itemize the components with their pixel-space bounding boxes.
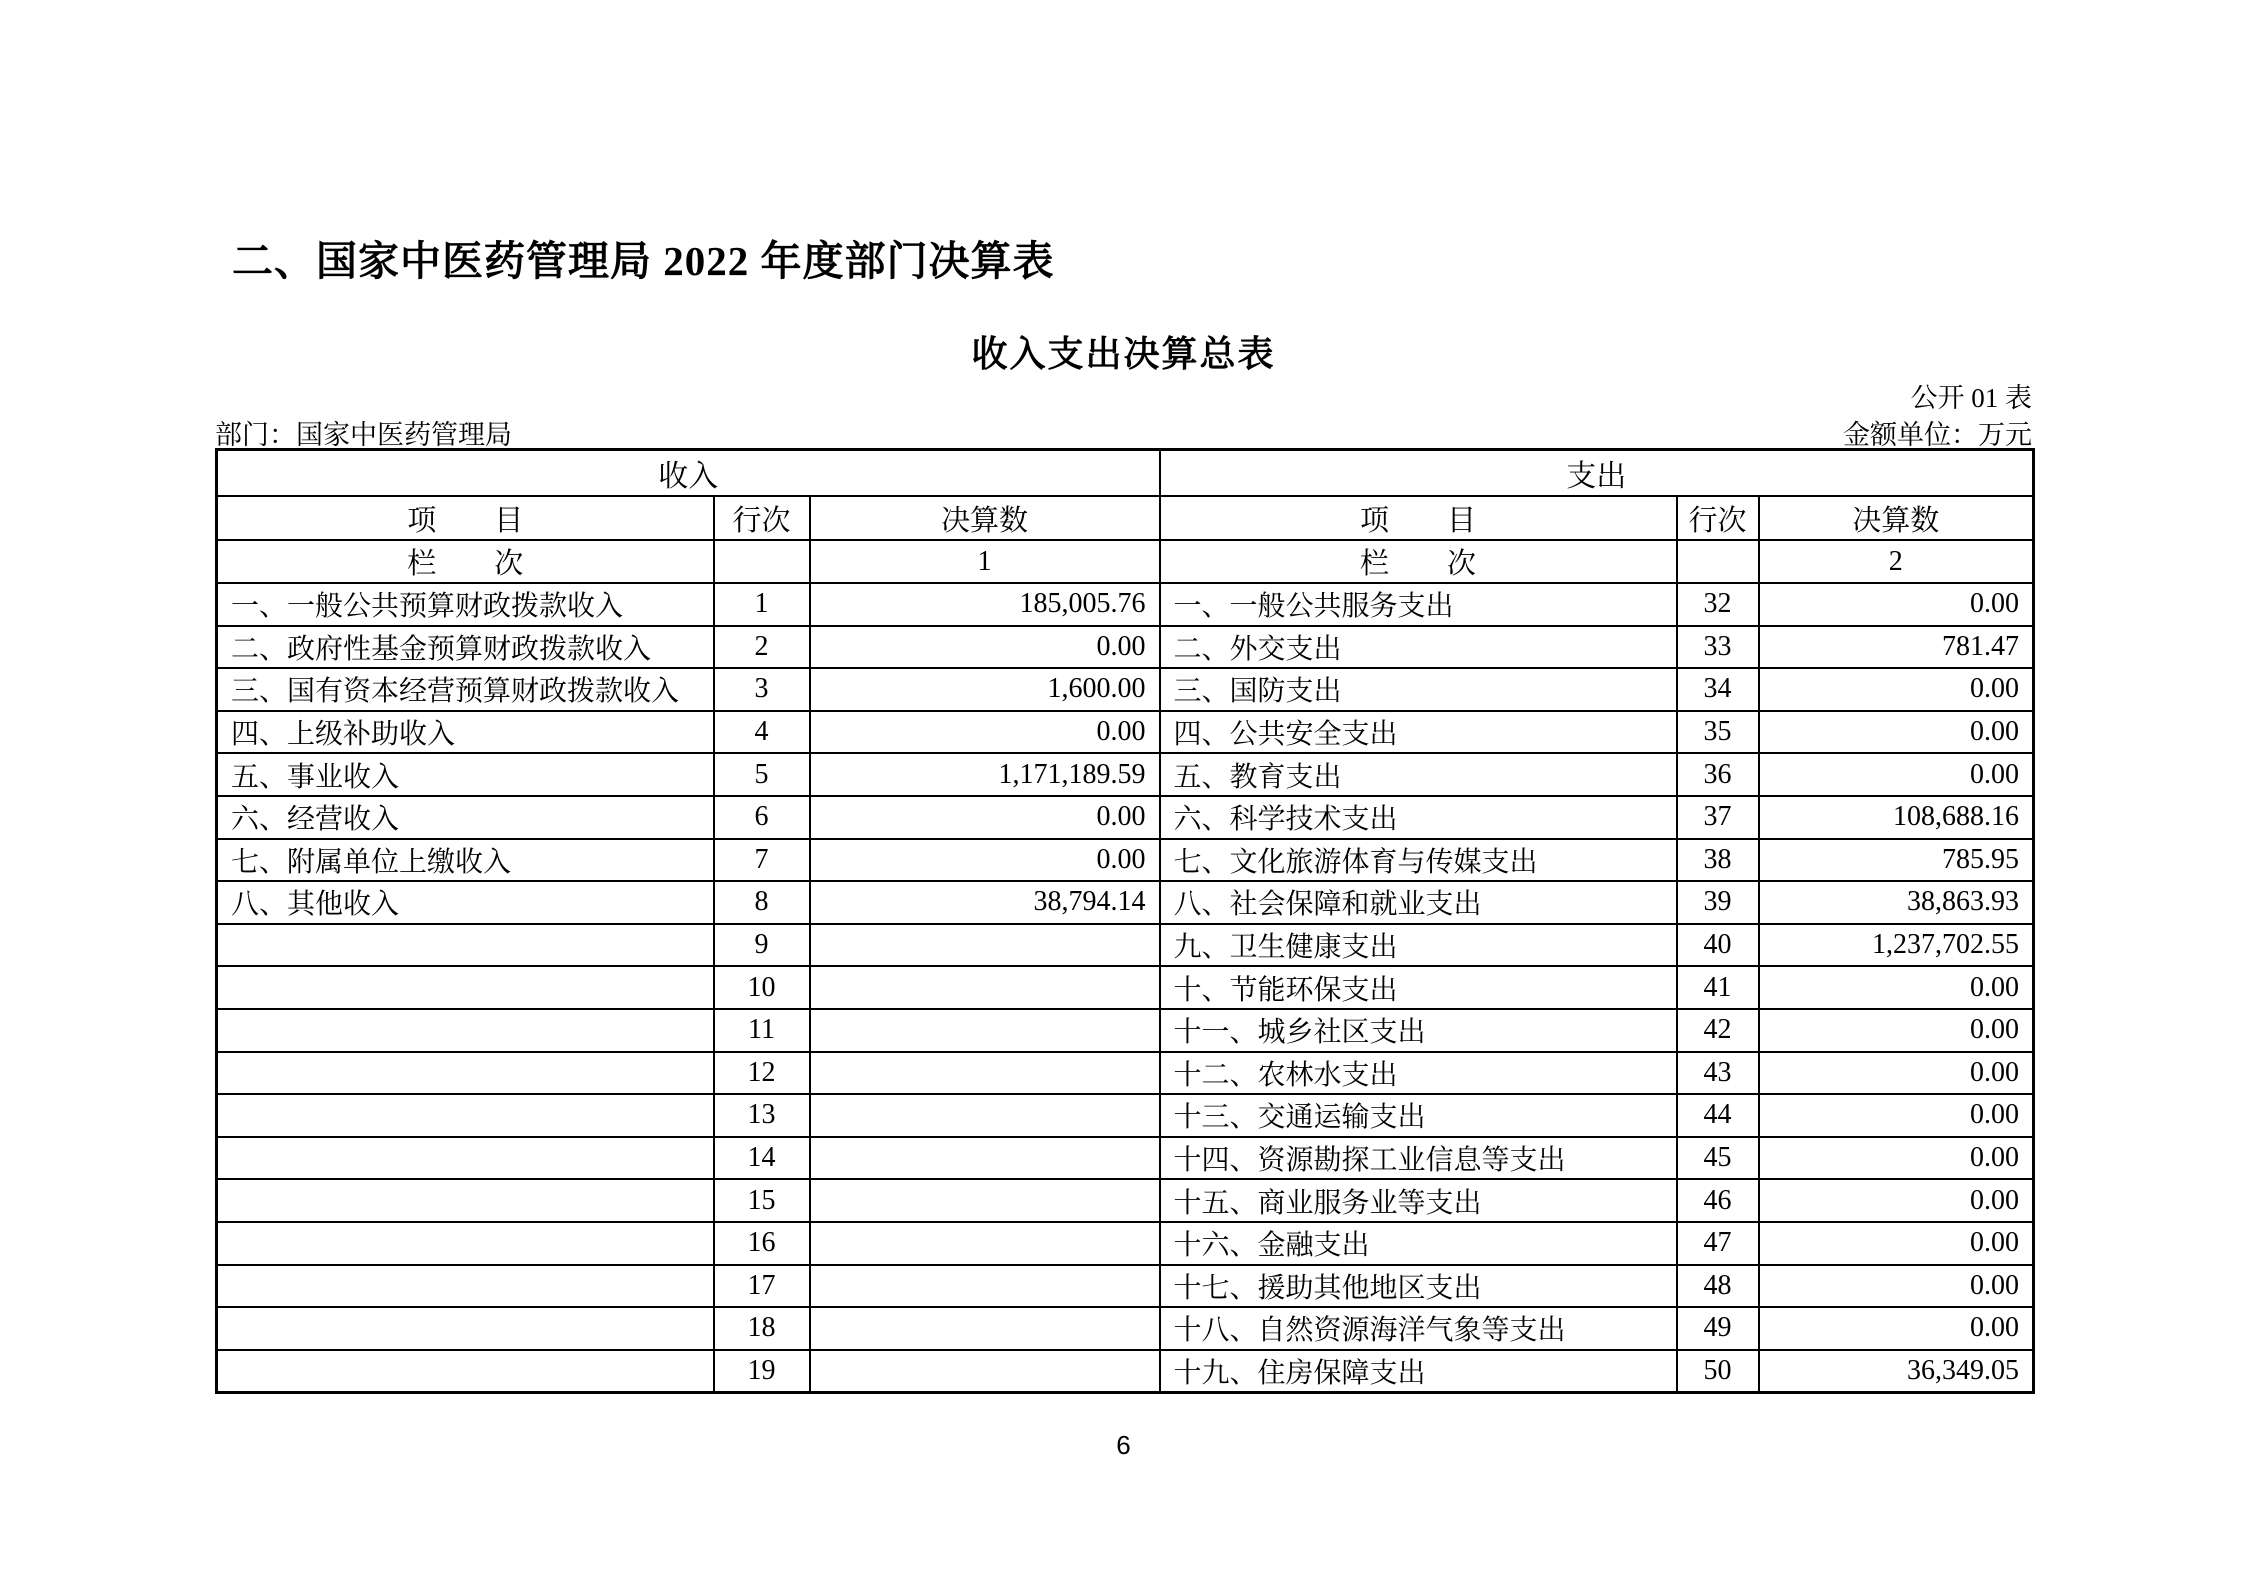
expense-line-no: 50	[1677, 1350, 1759, 1393]
income-amount	[810, 1137, 1160, 1180]
expense-line-no: 38	[1677, 839, 1759, 882]
table-row	[217, 796, 2034, 839]
expense-line-header: 行次	[1677, 496, 1759, 540]
expense-item: 三、国防支出	[1160, 668, 1677, 711]
income-amount: 1,171,189.59	[810, 753, 1160, 796]
table-row	[217, 1094, 2034, 1137]
table-row	[217, 1307, 2034, 1350]
expense-item: 五、教育支出	[1160, 753, 1677, 796]
expense-line-no: 37	[1677, 796, 1759, 839]
income-item	[217, 1222, 714, 1265]
expense-item: 六、科学技术支出	[1160, 796, 1677, 839]
expense-amount: 0.00	[1759, 753, 2034, 796]
income-line-no: 17	[714, 1265, 810, 1308]
expense-line-no: 43	[1677, 1052, 1759, 1095]
expense-line-no: 46	[1677, 1179, 1759, 1222]
expense-amount: 38,863.93	[1759, 881, 2034, 924]
income-item: 五、事业收入	[217, 753, 714, 796]
table-row	[217, 753, 2034, 796]
expense-line-no: 42	[1677, 1009, 1759, 1052]
expense-item: 一、一般公共服务支出	[1160, 583, 1677, 626]
income-amount	[810, 1009, 1160, 1052]
expense-amount: 0.00	[1759, 1094, 2034, 1137]
income-col-index: 1	[810, 540, 1160, 583]
table-row	[217, 1052, 2034, 1095]
expense-amount: 0.00	[1759, 668, 2034, 711]
income-amount: 0.00	[810, 839, 1160, 882]
income-item: 六、经营收入	[217, 796, 714, 839]
income-line-no: 3	[714, 668, 810, 711]
income-amount: 0.00	[810, 626, 1160, 669]
expense-amount: 0.00	[1759, 1265, 2034, 1308]
column-header-row	[217, 496, 2034, 540]
table-row	[217, 626, 2034, 669]
table-code: 公开 01 表	[1910, 383, 2032, 413]
expense-item: 九、卫生健康支出	[1160, 924, 1677, 967]
income-amount	[810, 1265, 1160, 1308]
expense-section-header: 支出	[1160, 450, 2034, 497]
income-item	[217, 1179, 714, 1222]
expense-line-no: 48	[1677, 1265, 1759, 1308]
income-line-no: 1	[714, 583, 810, 626]
table-row	[217, 966, 2034, 1009]
income-item	[217, 1307, 714, 1350]
unit-label: 金额单位：万元	[1843, 420, 2032, 450]
expense-line-no: 35	[1677, 711, 1759, 754]
expense-item: 十四、资源勘探工业信息等支出	[1160, 1137, 1677, 1180]
table-row	[217, 881, 2034, 924]
income-item	[217, 1009, 714, 1052]
income-item: 八、其他收入	[217, 881, 714, 924]
income-lanci-label: 栏 次	[217, 540, 714, 583]
expense-line-no: 41	[1677, 966, 1759, 1009]
expense-item: 十八、自然资源海洋气象等支出	[1160, 1307, 1677, 1350]
expense-line-no: 36	[1677, 753, 1759, 796]
expense-line-no: 33	[1677, 626, 1759, 669]
expense-item: 四、公共安全支出	[1160, 711, 1677, 754]
expense-line-no: 49	[1677, 1307, 1759, 1350]
expense-item: 八、社会保障和就业支出	[1160, 881, 1677, 924]
meta-row	[215, 413, 2032, 452]
expense-item-header: 项 目	[1160, 496, 1677, 540]
expense-line-no: 39	[1677, 881, 1759, 924]
expense-item: 十三、交通运输支出	[1160, 1094, 1677, 1137]
income-amount: 38,794.14	[810, 881, 1160, 924]
expense-amount: 785.95	[1759, 839, 2034, 882]
table-row	[217, 1265, 2034, 1308]
income-line-no: 7	[714, 839, 810, 882]
income-amount	[810, 1094, 1160, 1137]
table-row	[217, 839, 2034, 882]
income-item	[217, 966, 714, 1009]
page-title: 二、国家中医药管理局 2022 年度部门决算表	[232, 238, 1055, 284]
expense-item: 十五、商业服务业等支出	[1160, 1179, 1677, 1222]
income-amount-header: 决算数	[810, 496, 1160, 540]
income-item: 四、上级补助收入	[217, 711, 714, 754]
expense-amount: 36,349.05	[1759, 1350, 2034, 1393]
expense-item: 二、外交支出	[1160, 626, 1677, 669]
expense-amount: 0.00	[1759, 966, 2034, 1009]
table-row	[217, 1009, 2034, 1052]
expense-line-no: 40	[1677, 924, 1759, 967]
income-line-no: 12	[714, 1052, 810, 1095]
income-line-no: 6	[714, 796, 810, 839]
income-item	[217, 1052, 714, 1095]
income-amount	[810, 1052, 1160, 1095]
income-line-no: 8	[714, 881, 810, 924]
table-row	[217, 924, 2034, 967]
expense-line-no: 32	[1677, 583, 1759, 626]
income-item	[217, 1094, 714, 1137]
section-header-row	[217, 450, 2034, 497]
expense-amount: 0.00	[1759, 1009, 2034, 1052]
expense-amount: 0.00	[1759, 1052, 2034, 1095]
expense-line-no: 34	[1677, 668, 1759, 711]
income-amount	[810, 1179, 1160, 1222]
expense-col-index: 2	[1759, 540, 2034, 583]
expense-amount: 1,237,702.55	[1759, 924, 2034, 967]
expense-amount-header: 决算数	[1759, 496, 2034, 540]
income-amount: 185,005.76	[810, 583, 1160, 626]
table-row	[217, 1222, 2034, 1265]
income-line-no: 19	[714, 1350, 810, 1393]
table-row	[217, 1179, 2034, 1222]
income-item	[217, 1137, 714, 1180]
expense-item: 十一、城乡社区支出	[1160, 1009, 1677, 1052]
table-row	[217, 583, 2034, 626]
table-row	[217, 711, 2034, 754]
expense-item: 七、文化旅游体育与传媒支出	[1160, 839, 1677, 882]
income-line-no: 9	[714, 924, 810, 967]
income-line-no: 13	[714, 1094, 810, 1137]
income-amount	[810, 924, 1160, 967]
expense-item: 十、节能环保支出	[1160, 966, 1677, 1009]
income-line-no: 14	[714, 1137, 810, 1180]
table-row	[217, 668, 2034, 711]
income-section-header: 收入	[217, 450, 1160, 497]
income-item: 七、附属单位上缴收入	[217, 839, 714, 882]
income-amount	[810, 1307, 1160, 1350]
final-accounts-table	[215, 448, 2035, 1394]
income-amount: 0.00	[810, 711, 1160, 754]
expense-item: 十二、农林水支出	[1160, 1052, 1677, 1095]
expense-item: 十六、金融支出	[1160, 1222, 1677, 1265]
expense-line-no: 44	[1677, 1094, 1759, 1137]
table-title: 收入支出决算总表	[971, 334, 1276, 374]
expense-amount: 108,688.16	[1759, 796, 2034, 839]
income-amount: 1,600.00	[810, 668, 1160, 711]
income-line-no: 5	[714, 753, 810, 796]
expense-amount: 0.00	[1759, 1307, 2034, 1350]
income-lanci-empty	[714, 540, 810, 583]
income-amount	[810, 1350, 1160, 1393]
income-amount	[810, 966, 1160, 1009]
expense-amount: 0.00	[1759, 583, 2034, 626]
income-line-no: 4	[714, 711, 810, 754]
expense-amount: 0.00	[1759, 1222, 2034, 1265]
expense-item: 十七、援助其他地区支出	[1160, 1265, 1677, 1308]
income-line-header: 行次	[714, 496, 810, 540]
page-number: 6	[1116, 1430, 1131, 1460]
income-item: 二、政府性基金预算财政拨款收入	[217, 626, 714, 669]
expense-amount: 0.00	[1759, 711, 2034, 754]
income-item: 一、一般公共预算财政拨款收入	[217, 583, 714, 626]
expense-line-no: 45	[1677, 1137, 1759, 1180]
expense-lanci-empty	[1677, 540, 1759, 583]
expense-item: 十九、住房保障支出	[1160, 1350, 1677, 1393]
expense-line-no: 47	[1677, 1222, 1759, 1265]
expense-amount: 0.00	[1759, 1179, 2034, 1222]
income-line-no: 16	[714, 1222, 810, 1265]
income-item	[217, 924, 714, 967]
expense-amount: 0.00	[1759, 1137, 2034, 1180]
table-row	[217, 1137, 2034, 1180]
income-item: 三、国有资本经营预算财政拨款收入	[217, 668, 714, 711]
expense-lanci-label: 栏 次	[1160, 540, 1677, 583]
income-line-no: 2	[714, 626, 810, 669]
expense-amount: 781.47	[1759, 626, 2034, 669]
table-row	[217, 1350, 2034, 1393]
income-item-header: 项 目	[217, 496, 714, 540]
income-line-no: 11	[714, 1009, 810, 1052]
income-amount	[810, 1222, 1160, 1265]
income-line-no: 18	[714, 1307, 810, 1350]
department-label: 部门：国家中医药管理局	[215, 420, 512, 450]
income-line-no: 15	[714, 1179, 810, 1222]
income-item	[217, 1350, 714, 1393]
column-index-row	[217, 540, 2034, 583]
income-line-no: 10	[714, 966, 810, 1009]
income-item	[217, 1265, 714, 1308]
income-amount: 0.00	[810, 796, 1160, 839]
